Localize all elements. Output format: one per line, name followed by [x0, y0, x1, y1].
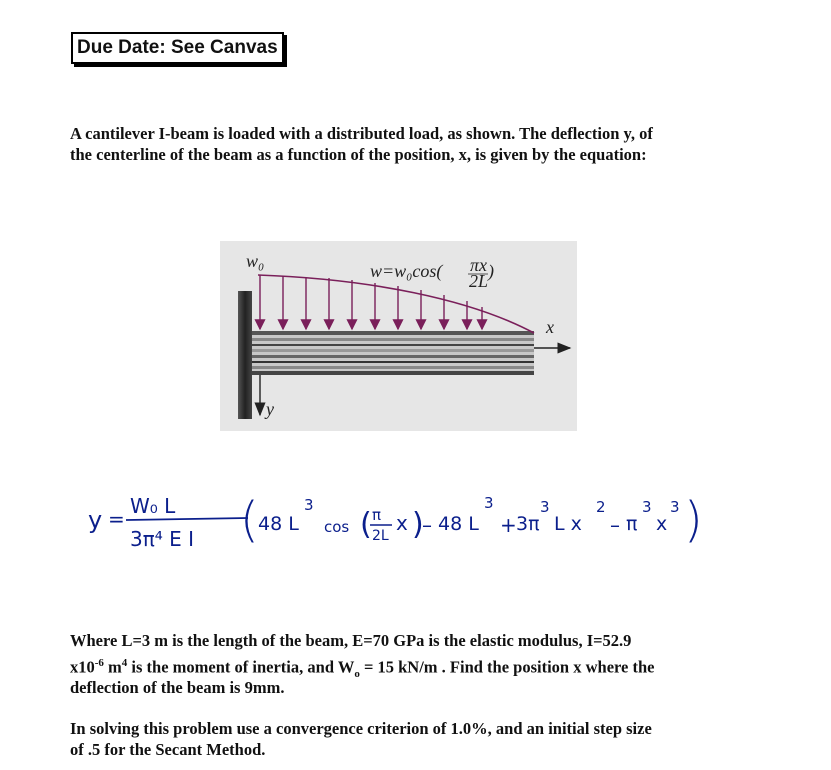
- load-frac-den: 2L: [469, 271, 489, 291]
- load-equation-prefix: w=w₀cos(: [370, 261, 443, 281]
- due-date-label: Due Date: See Canvas: [77, 37, 278, 58]
- eq-term1: 48 L: [258, 513, 299, 535]
- eq-term4-exp: 3: [642, 498, 652, 516]
- eq-minus1: –: [422, 513, 432, 537]
- eq-open-paren: (: [240, 492, 259, 548]
- params-line-3: deflection of the beam is 9mm.: [70, 678, 285, 697]
- load-frac-close: ): [488, 261, 494, 281]
- eq-equals: =: [108, 507, 125, 531]
- intro-line-1: A cantilever I-beam is loaded with a distributed load, as shown. The deflection y, of: [70, 124, 653, 143]
- eq-term4b: x: [656, 513, 668, 535]
- eq-cos-x: x: [396, 511, 408, 535]
- eq-cos-num: π: [372, 506, 382, 524]
- i-beam: [252, 331, 534, 375]
- y-label: y: [266, 399, 274, 419]
- beam-figure: [220, 241, 577, 431]
- eq-term4: π: [626, 513, 638, 535]
- w0-label: w₀: [246, 251, 265, 271]
- eq-plus: +: [500, 513, 517, 537]
- load-frac-num: πx: [470, 255, 488, 275]
- eq-numerator: W₀ L: [130, 494, 176, 518]
- eq-close-paren: ): [684, 492, 703, 548]
- params-line-2: $x10^{-6}$ $m^4$ is the moment of inertia, and $W_o = 15$ kN/m . Find the position x where the: [70, 657, 655, 680]
- eq-cos-close: ): [412, 507, 424, 542]
- eq-term3-exp: 3: [540, 498, 550, 516]
- eq-term1-exp: 3: [304, 496, 314, 514]
- params-line-1: Where L=3 m is the length of the beam, E=70 GPa is the elastic modulus, I=52.9: [70, 631, 632, 650]
- eq-cos-den: 2L: [372, 528, 389, 544]
- instructions-line-2: of .5 for the Secant Method.: [70, 740, 266, 759]
- instructions-line-1: In solving this problem use a convergence criterion of 1.0%, and an initial step size: [70, 719, 652, 738]
- eq-term3b-exp: 2: [596, 498, 606, 516]
- eq-cos: cos: [324, 518, 350, 536]
- intro-line-2: the centerline of the beam as a function of the position, x, is given by the equation:: [70, 145, 647, 164]
- eq-y: y: [88, 506, 103, 534]
- eq-term2-exp: 3: [484, 494, 494, 512]
- due-date-box: [71, 32, 284, 64]
- wall-support: [238, 291, 252, 419]
- eq-cos-open: (: [360, 507, 372, 542]
- eq-denominator: 3π⁴ E I: [130, 527, 195, 551]
- eq-minus2: –: [610, 513, 620, 537]
- eq-term2: 48 L: [438, 513, 479, 535]
- eq-term3b: L x: [554, 513, 582, 535]
- eq-term4b-exp: 3: [670, 498, 680, 516]
- x-label: x: [546, 317, 554, 337]
- deflection-equation: [80, 488, 760, 568]
- eq-term3: 3π: [516, 513, 540, 535]
